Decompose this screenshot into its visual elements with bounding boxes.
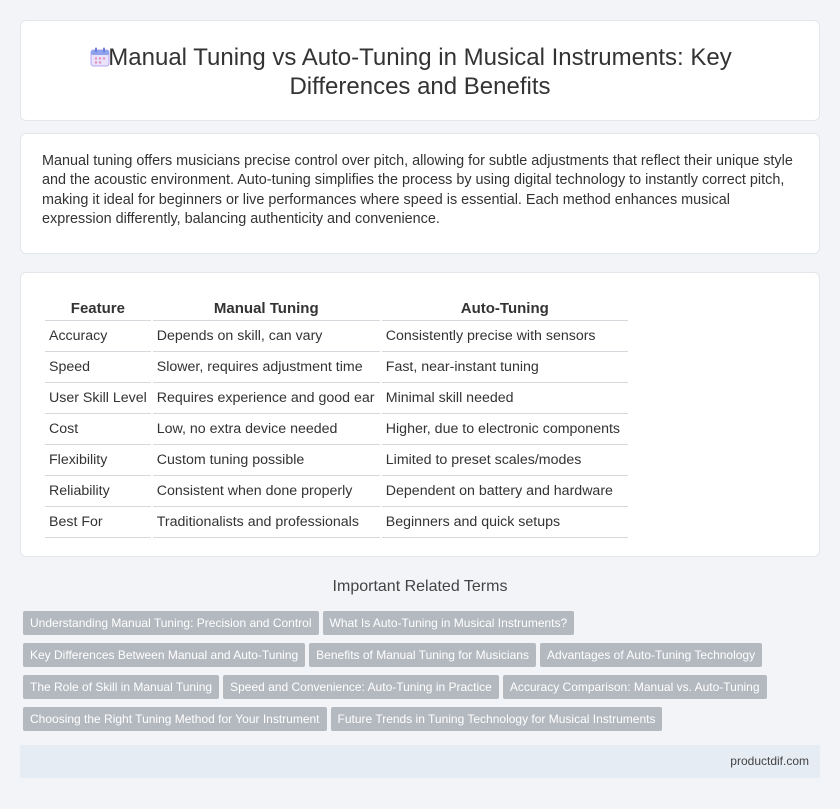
tag-row [23,643,803,675]
comparison-card [20,272,820,557]
table-row [45,445,628,476]
related-term-tag[interactable]: Benefits of Manual Tuning for Musicians [309,643,536,667]
table-row [45,352,628,383]
title-card [20,20,820,121]
related-term-tag[interactable]: Future Trends in Tuning Technology for Musical Instruments [331,707,663,731]
column-header-auto: Auto-Tuning [382,295,628,321]
table-cell: Consistent when done properly [153,476,380,507]
table-row [45,414,628,445]
related-terms-heading: Important Related Terms [332,578,508,595]
intro-card [20,133,820,254]
table-cell: Best For [45,507,151,538]
table-cell: Fast, near-instant tuning [382,352,628,383]
column-header-manual: Manual Tuning [153,295,380,321]
table-cell: Speed [45,352,151,383]
table-row [45,383,628,414]
table-row [45,476,628,507]
related-terms-list [23,611,803,739]
table-cell: Beginners and quick setups [382,507,628,538]
related-term-tag[interactable]: Advantages of Auto-Tuning Technology [540,643,762,667]
table-cell: Requires experience and good ear [153,383,380,414]
tag-row [23,611,803,643]
related-term-tag[interactable]: Understanding Manual Tuning: Precision and Control [23,611,319,635]
table-cell: User Skill Level [45,383,151,414]
table-header-row [45,295,628,321]
table-cell: Accuracy [45,321,151,352]
footer-bar [20,745,820,778]
table-cell: Low, no extra device needed [153,414,380,445]
related-term-tag[interactable]: Choosing the Right Tuning Method for Your Instrument [23,707,327,731]
related-term-tag[interactable]: Key Differences Between Manual and Auto-Tuning [23,643,305,667]
table-cell: Dependent on battery and hardware [382,476,628,507]
related-term-tag[interactable]: What Is Auto-Tuning in Musical Instruments? [323,611,575,635]
related-term-tag[interactable]: The Role of Skill in Manual Tuning [23,675,219,699]
site-name[interactable]: productdif.com [730,754,809,768]
table-cell: Cost [45,414,151,445]
table-cell: Limited to preset scales/modes [382,445,628,476]
intro-paragraph: Manual tuning offers musicians precise control over pitch, allowing for subtle adjustments that reflect their unique style and the acoustic environment. Auto-tuning simplifies the process by using digital technology to instantly correct pitch, making it ideal for beginners or live performances where speed is essential. Each method enhances musical expression differently, balancing authenticity and convenience. [42,153,793,227]
table-cell: Depends on skill, can vary [153,321,380,352]
related-term-tag[interactable]: Accuracy Comparison: Manual vs. Auto-Tuning [503,675,767,699]
tag-row [23,707,803,739]
table-cell: Traditionalists and professionals [153,507,380,538]
column-header-feature: Feature [45,295,151,321]
page-title: Manual Tuning vs Auto-Tuning in Musical Instruments: Key Differences and Benefits [108,44,732,100]
table-cell: Consistently precise with sensors [382,321,628,352]
table-cell: Flexibility [45,445,151,476]
table-cell: Higher, due to electronic components [382,414,628,445]
table-cell: Custom tuning possible [153,445,380,476]
table-cell: Reliability [45,476,151,507]
table-cell: Minimal skill needed [382,383,628,414]
comparison-table [43,295,630,538]
tag-row [23,675,803,707]
table-cell: Slower, requires adjustment time [153,352,380,383]
table-row [45,321,628,352]
table-row [45,507,628,538]
related-term-tag[interactable]: Speed and Convenience: Auto-Tuning in Practice [223,675,499,699]
